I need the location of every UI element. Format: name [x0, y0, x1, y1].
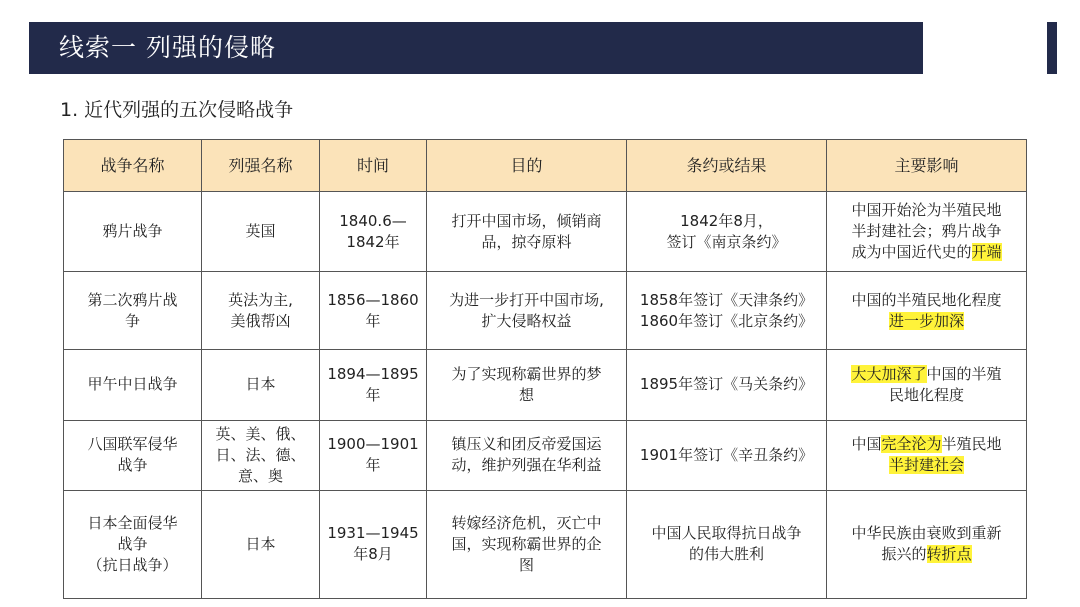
purpose-line: 图: [518, 555, 534, 574]
war-name-cell: [64, 490, 202, 598]
highlighted-text: 完全沦为: [881, 435, 942, 454]
war-name-line: 战争: [117, 534, 148, 553]
powers-line: 英、美、俄、: [215, 424, 306, 443]
purpose-line: 为进一步打开中国市场,: [449, 290, 604, 309]
result-cell: [627, 420, 827, 490]
col-header-result: 条约或结果: [627, 140, 827, 192]
purpose-line: 镇压义和团反帝爱国运: [451, 435, 602, 454]
result-line: 1895年签订《马关条约》: [639, 375, 814, 394]
impact-line: [833, 385, 1020, 406]
time-cell: [320, 490, 427, 598]
impact-text: 半殖民地: [941, 435, 1002, 454]
purpose-line: 为了实现称霸世界的梦: [451, 364, 602, 383]
purpose-line: 转嫁经济危机，灭亡中: [451, 513, 602, 532]
impact-line: [833, 290, 1020, 311]
impact-text: 振兴的: [881, 545, 927, 564]
result-cell: [627, 192, 827, 272]
result-line: 1901年签订《辛丑条约》: [639, 445, 814, 464]
purpose-line: 打开中国市场，倾销商: [451, 211, 602, 230]
section-subtitle: 1. 近代列强的五次侵略战争: [60, 99, 294, 121]
powers-line: 日本: [245, 534, 276, 553]
impact-text: 中国的半殖民地化程度: [851, 290, 1002, 309]
impact-line: [833, 544, 1020, 565]
table-row: [64, 420, 1027, 490]
purpose-cell: [427, 490, 627, 598]
impact-text: 民地化程度: [888, 385, 964, 404]
col-header-impact: 主要影响: [827, 140, 1027, 192]
time-cell: [320, 350, 427, 420]
war-name-cell: [64, 272, 202, 350]
table-row: [64, 272, 1027, 350]
impact-cell: [827, 272, 1027, 350]
war-name-line: 第二次鸦片战: [87, 290, 178, 309]
purpose-cell: [427, 420, 627, 490]
col-header-time: 时间: [320, 140, 427, 192]
page-title: 线索一 列强的侵略: [59, 33, 276, 62]
time-line: 1900—1901: [327, 435, 419, 454]
time-line: 1856—1860: [327, 290, 419, 309]
time-line: 年8月: [353, 545, 393, 564]
col-header-purpose: 目的: [427, 140, 627, 192]
result-line: 中国人民取得抗日战争: [651, 524, 802, 543]
war-name-line: 战争: [117, 456, 148, 475]
result-cell: [627, 272, 827, 350]
war-name-line: 甲午中日战争: [87, 375, 178, 394]
result-line: 1858年签订《天津条约》: [639, 290, 814, 309]
purpose-line: 动，维护列强在华利益: [451, 456, 602, 475]
result-cell: [627, 350, 827, 420]
powers-cell: [202, 490, 320, 598]
impact-cell: [827, 350, 1027, 420]
time-cell: [320, 192, 427, 272]
table-row: [64, 350, 1027, 420]
powers-line: 英法为主,: [228, 290, 293, 309]
table-row: [64, 192, 1027, 272]
purpose-line: 国，实现称霸世界的企: [451, 534, 602, 553]
impact-text: 中华民族由衰败到重新: [851, 524, 1002, 543]
table-row: [64, 490, 1027, 598]
time-line: 1894—1895: [327, 364, 419, 383]
time-cell: [320, 420, 427, 490]
powers-cell: [202, 272, 320, 350]
title-bar: [29, 22, 923, 74]
impact-line: [833, 364, 1020, 385]
war-name-cell: [64, 420, 202, 490]
highlighted-text: 大大加深了: [851, 364, 927, 383]
time-line: 年: [365, 385, 381, 404]
result-line: 1860年签订《北京条约》: [639, 311, 814, 330]
powers-cell: [202, 350, 320, 420]
time-line: 年: [365, 311, 381, 330]
war-name-line: 争: [124, 311, 140, 330]
result-line: 1842年8月，: [680, 211, 773, 230]
purpose-cell: [427, 350, 627, 420]
time-line: 1842年: [346, 232, 400, 251]
powers-cell: [202, 420, 320, 490]
impact-cell: [827, 490, 1027, 598]
impact-line: [833, 221, 1020, 242]
purpose-line: 扩大侵略权益: [481, 311, 572, 330]
purpose-cell: [427, 272, 627, 350]
powers-line: 日、法、德、: [215, 445, 306, 464]
impact-line: [833, 434, 1020, 455]
powers-line: 日本: [245, 375, 276, 394]
impact-cell: [827, 192, 1027, 272]
highlighted-text: 转折点: [926, 545, 972, 564]
result-cell: [627, 490, 827, 598]
purpose-line: 想: [518, 385, 534, 404]
highlighted-text: 半封建社会: [888, 456, 964, 475]
impact-text: 中国的半殖: [926, 364, 1002, 383]
time-cell: [320, 272, 427, 350]
war-name-line: 日本全面侵华: [87, 513, 178, 532]
col-header-powers: 列强名称: [202, 140, 320, 192]
impact-text: 成为中国近代史的: [851, 243, 972, 262]
table-header-row: [64, 140, 1027, 192]
result-line: 签订《南京条约》: [666, 232, 787, 251]
result-line: 的伟大胜利: [688, 545, 764, 564]
impact-text: 中国开始沦为半殖民地: [851, 201, 1002, 220]
time-line: 1840.6—: [339, 211, 407, 230]
impact-line: [833, 200, 1020, 221]
impact-line: [833, 242, 1020, 263]
powers-line: 意、奥: [237, 466, 283, 485]
wars-table: [63, 139, 1027, 599]
impact-line: [833, 455, 1020, 476]
war-name-line: 鸦片战争: [102, 222, 163, 241]
impact-line: [833, 311, 1020, 332]
purpose-line: 品，掠夺原料: [481, 232, 572, 251]
highlighted-text: 进一步加深: [888, 311, 964, 330]
powers-line: 美俄帮凶: [230, 311, 291, 330]
impact-cell: [827, 420, 1027, 490]
war-name-line: 八国联军侵华: [87, 435, 178, 454]
purpose-cell: [427, 192, 627, 272]
accent-bar: [1047, 22, 1057, 74]
war-name-line: （抗日战争）: [87, 555, 178, 574]
war-name-cell: [64, 350, 202, 420]
impact-line: [833, 523, 1020, 544]
impact-text: 半封建社会；鸦片战争: [851, 222, 1002, 241]
time-line: 年: [365, 456, 381, 475]
impact-text: 中国: [851, 435, 882, 454]
powers-cell: [202, 192, 320, 272]
war-name-cell: [64, 192, 202, 272]
col-header-war-name: 战争名称: [64, 140, 202, 192]
highlighted-text: 开端: [971, 243, 1002, 262]
time-line: 1931—1945: [327, 524, 419, 543]
powers-line: 英国: [245, 222, 276, 241]
